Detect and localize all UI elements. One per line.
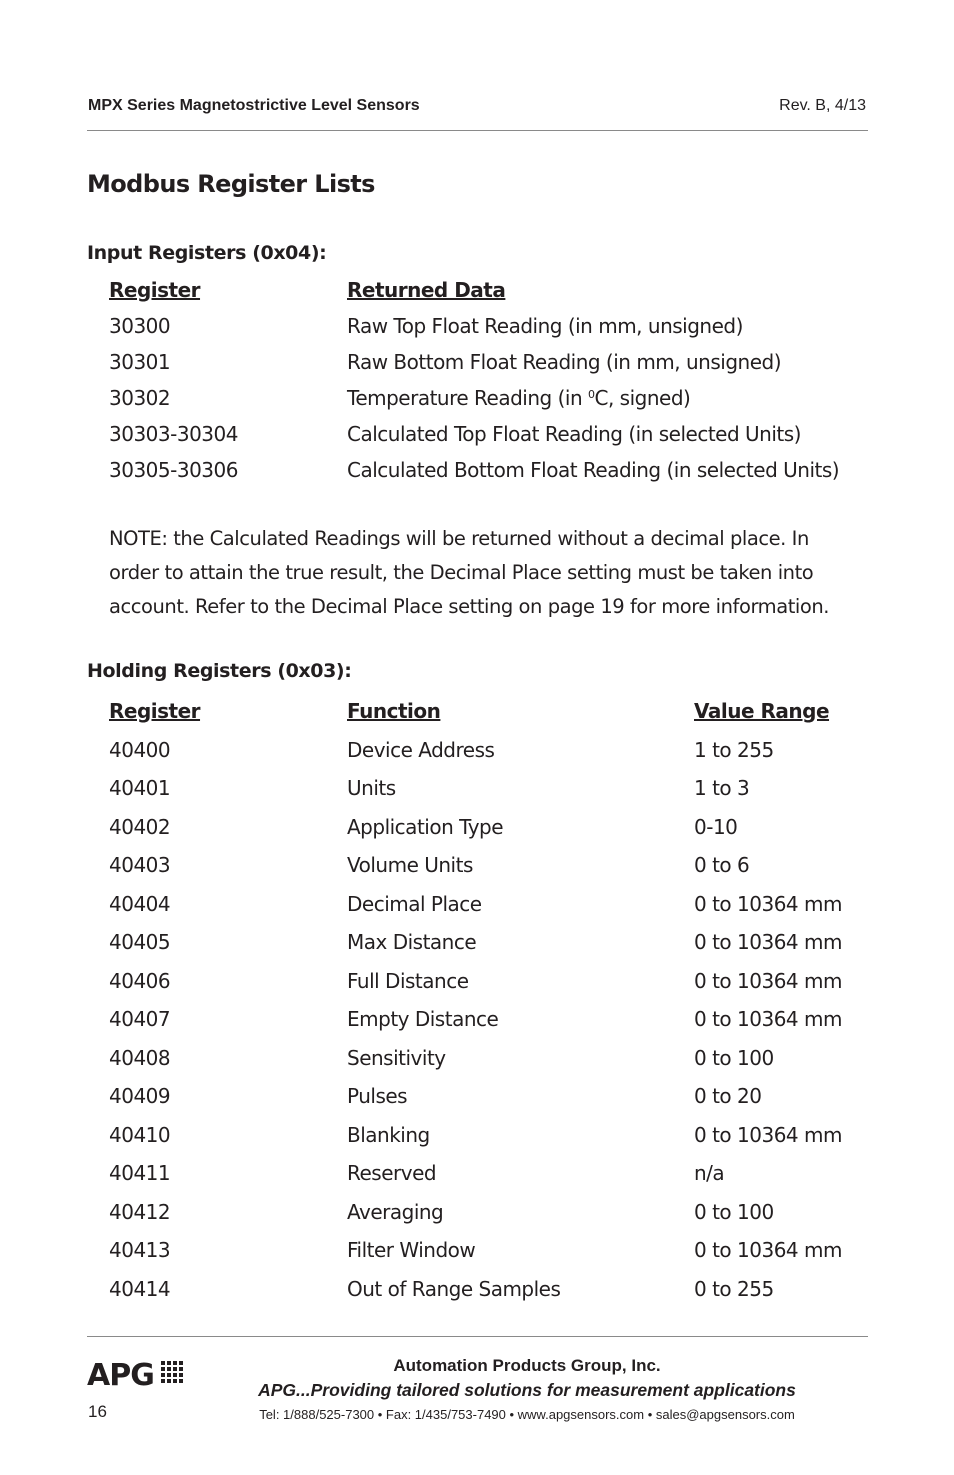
returned-data-cell: Calculated Bottom Float Reading (in selected Units): [347, 458, 840, 482]
footer-company: Automation Products Group, Inc.: [393, 1356, 661, 1375]
register-cell: 40402: [109, 815, 171, 839]
holding-registers-heading: Holding Registers (0x03):: [87, 660, 352, 682]
function-cell: Max Distance: [347, 930, 477, 954]
note-line: account. Refer to the Decimal Place setting on page 19 for more information.: [109, 595, 830, 618]
value-range-cell: 0 to 10364 mm: [694, 930, 842, 954]
col-header-returned-data: Returned Data: [347, 278, 506, 302]
function-cell: Averaging: [347, 1200, 444, 1224]
value-range-cell: 0 to 20: [694, 1084, 762, 1108]
returned-data-cell: [347, 386, 690, 410]
value-range-cell: 0-10: [694, 815, 738, 839]
page-title: Modbus Register Lists: [87, 170, 375, 198]
table-row: [0, 1238, 954, 1268]
register-cell: 40412: [109, 1200, 171, 1224]
table-row: [0, 458, 954, 488]
function-cell: Out of Range Samples: [347, 1277, 561, 1301]
apg-logo: [87, 1356, 185, 1390]
value-range-cell: 1 to 3: [694, 776, 750, 800]
table-row: [0, 1046, 954, 1076]
register-cell: 30305-30306: [109, 458, 238, 482]
page-number: 16: [88, 1402, 107, 1421]
table-row: [0, 738, 954, 768]
function-cell: Blanking: [347, 1123, 430, 1147]
table-row: [0, 969, 954, 999]
value-range-cell: 1 to 255: [694, 738, 774, 762]
table-row: [0, 815, 954, 845]
table-row: [0, 1123, 954, 1153]
register-cell: 40404: [109, 892, 171, 916]
footer-tagline: APG...Providing tailored solutions for measurement applications: [258, 1380, 796, 1400]
value-range-cell: 0 to 10364 mm: [694, 1007, 842, 1031]
table-row: [0, 350, 954, 380]
col-header-value-range: Value Range: [694, 699, 830, 723]
header-divider: [87, 130, 868, 131]
register-cell: 40413: [109, 1238, 171, 1262]
value-range-cell: 0 to 6: [694, 853, 750, 877]
table-row: [0, 776, 954, 806]
function-cell: Volume Units: [347, 853, 473, 877]
table-row: [0, 386, 954, 416]
register-cell: 40406: [109, 969, 171, 993]
holding-registers-header-row: [0, 699, 954, 729]
table-row: [0, 422, 954, 452]
register-cell: 30300: [109, 314, 171, 338]
table-row: [0, 314, 954, 344]
table-row: [0, 1200, 954, 1230]
value-range-cell: 0 to 10364 mm: [694, 969, 842, 993]
note-line: order to attain the true result, the Decimal Place setting must be taken into: [109, 561, 814, 584]
returned-data-cell: Raw Top Float Reading (in mm, unsigned): [347, 314, 743, 338]
table-row: [0, 1277, 954, 1307]
function-cell: Application Type: [347, 815, 504, 839]
document-header-title: MPX Series Magnetostrictive Level Sensors: [88, 97, 420, 114]
returned-data-prefix: Temperature Reading (in: [347, 386, 588, 410]
function-cell: Full Distance: [347, 969, 469, 993]
value-range-cell: 0 to 10364 mm: [694, 1123, 842, 1147]
function-cell: Decimal Place: [347, 892, 482, 916]
register-cell: 40405: [109, 930, 171, 954]
register-cell: 40408: [109, 1046, 171, 1070]
input-registers-header-row: [0, 278, 954, 308]
register-cell: 40414: [109, 1277, 171, 1301]
value-range-cell: 0 to 10364 mm: [694, 892, 842, 916]
table-row: [0, 853, 954, 883]
degree-superscript: 0: [587, 388, 595, 401]
function-cell: Sensitivity: [347, 1046, 446, 1070]
register-cell: 40407: [109, 1007, 171, 1031]
register-cell: 40410: [109, 1123, 171, 1147]
document-revision: Rev. B, 4/13: [779, 97, 866, 114]
table-row: [0, 1161, 954, 1191]
register-cell: 40403: [109, 853, 171, 877]
logo-dot-grid: [161, 1361, 183, 1383]
function-cell: Device Address: [347, 738, 495, 762]
table-row: [0, 1007, 954, 1037]
value-range-cell: 0 to 100: [694, 1200, 774, 1224]
value-range-cell: 0 to 100: [694, 1046, 774, 1070]
function-cell: Empty Distance: [347, 1007, 499, 1031]
register-cell: 30301: [109, 350, 171, 374]
register-cell: 40400: [109, 738, 171, 762]
table-row: [0, 892, 954, 922]
col-header-register: Register: [109, 278, 201, 302]
input-registers-heading: Input Registers (0x04):: [87, 242, 327, 264]
col-header-function: Function: [347, 699, 441, 723]
footer-contact: Tel: 1/888/525-7300 • Fax: 1/435/753-7490 • www.apgsensors.com • sales@apgsensors.com: [259, 1407, 795, 1422]
returned-data-cell: Calculated Top Float Reading (in selected Units): [347, 422, 801, 446]
value-range-cell: 0 to 255: [694, 1277, 774, 1301]
function-cell: Reserved: [347, 1161, 437, 1185]
apg-logo-text: APG: [87, 1358, 154, 1390]
note-line: NOTE: the Calculated Readings will be returned without a decimal place. In: [109, 527, 809, 550]
value-range-cell: 0 to 10364 mm: [694, 1238, 842, 1262]
table-row: [0, 930, 954, 960]
footer-divider: [87, 1336, 868, 1337]
function-cell: Pulses: [347, 1084, 408, 1108]
col-header-register: Register: [109, 699, 201, 723]
register-cell: 40401: [109, 776, 171, 800]
value-range-cell: n/a: [694, 1161, 725, 1185]
register-cell: 40411: [109, 1161, 171, 1185]
register-cell: 30303-30304: [109, 422, 238, 446]
function-cell: Filter Window: [347, 1238, 476, 1262]
returned-data-cell: Raw Bottom Float Reading (in mm, unsigned): [347, 350, 782, 374]
register-cell: 30302: [109, 386, 171, 410]
calculated-readings-note: [109, 522, 869, 624]
function-cell: Units: [347, 776, 396, 800]
register-cell: 40409: [109, 1084, 171, 1108]
returned-data-suffix: C, signed): [594, 386, 691, 410]
table-row: [0, 1084, 954, 1114]
